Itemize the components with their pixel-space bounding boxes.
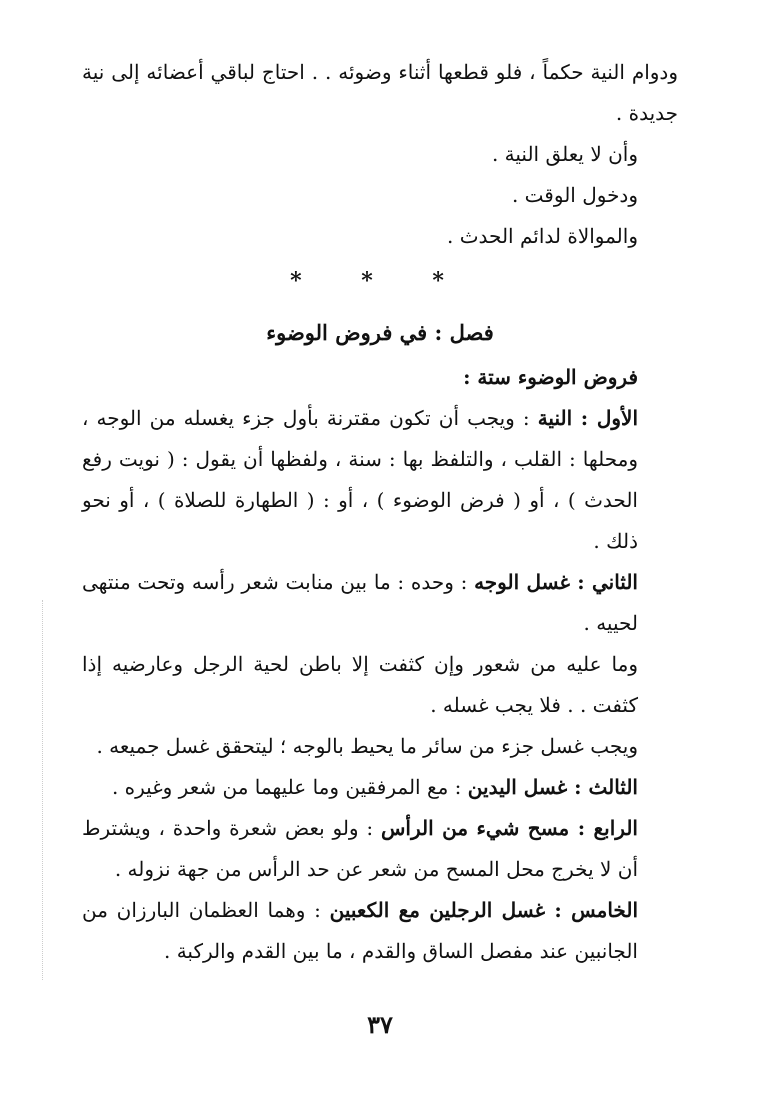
paragraph-fifth [82, 890, 678, 972]
paragraph-second-hair: وما عليه من شعور وإن كثفت إلا باطن لحية الرجل وعارضيه إذا كثفت . . فلا يجب غسله . [82, 652, 638, 717]
paragraph-intention-continuity: ودوام النية حكماً ، فلو قطعها أثناء وضوئه . . احتاج لباقي أعضائه إلى نية جديدة . [82, 60, 678, 125]
section-separator: * * * [290, 268, 470, 294]
paragraph-continuity: والموالاة لدائم الحدث . [447, 224, 638, 248]
third-text: : مع المرفقين وما عليهما من شعر وغيره . [111, 775, 468, 799]
page-text [82, 52, 678, 972]
page-number: ٣٧ [367, 1010, 393, 1039]
third-label: الثالث : غسل اليدين [467, 775, 638, 799]
margin-guide [42, 600, 44, 980]
paragraph-time-entry: ودخول الوقت . [511, 183, 638, 207]
second-label: الثاني : غسل الوجه [474, 570, 638, 594]
fourth-label: الرابع : مسح شيء من الرأس [381, 816, 638, 840]
intro-line: فروض الوضوء ستة : [463, 365, 638, 389]
second-text: : وحده : ما بين منابت شعر رأسه وتحت منتهى لحييه . [82, 570, 638, 635]
first-label: الأول : النية [537, 406, 639, 430]
fourth-text: : ولو بعض شعرة واحدة ، ويشترط أن لا يخرج محل المسح من شعر عن حد الرأس من جهة نزوله . [82, 816, 638, 881]
section-heading: فصل : في فروض الوضوء [266, 320, 494, 345]
paragraph-second [82, 562, 678, 644]
fifth-label: الخامس : غسل الرجلين مع الكعبين [329, 898, 638, 922]
paragraph-third [82, 767, 678, 808]
paragraph-second-surroundings: ويجب غسل جزء من سائر ما يحيط بالوجه ؛ ليتحقق غسل جميعه . [96, 734, 638, 758]
paragraph-first [82, 398, 678, 562]
paragraph-no-conditioning: وأن لا يعلق النية . [491, 142, 638, 166]
fifth-text: : وهما العظمان البارزان من الجانبين عند مفصل الساق والقدم ، ما بين القدم والركبة . [82, 898, 638, 963]
paragraph-fourth [82, 808, 678, 890]
first-text: : ويجب أن تكون مقترنة بأول جزء يغسله من الوجه ، ومحلها : القلب ، والتلفظ بها : سنة ، ولفظها أن يقول : ( نويت رفع الحدث ) ، أو ( فرض الوضوء ) ، أو : ( الطهارة للصلاة ) ، أو نحو ذلك . [82, 406, 638, 553]
